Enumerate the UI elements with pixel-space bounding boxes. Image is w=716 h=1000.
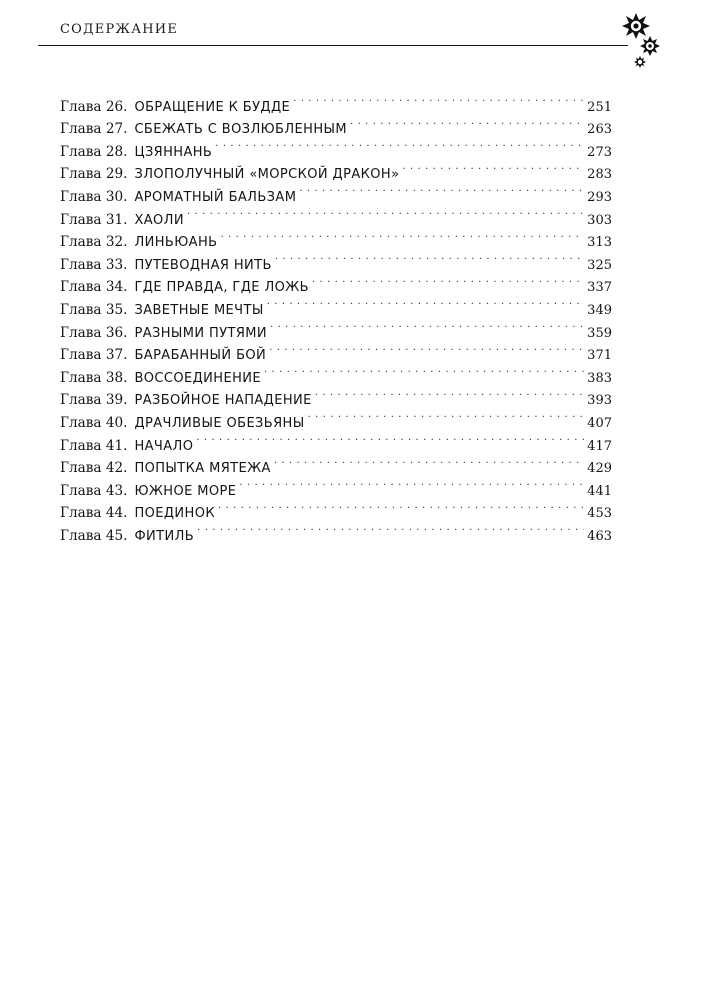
chapter-label: Глава 31. <box>60 211 128 228</box>
dot-leader <box>264 359 584 382</box>
chapter-label: Глава 30. <box>60 188 128 205</box>
page-number: 429 <box>587 461 612 477</box>
chapter-label: Глава 34. <box>60 279 128 296</box>
chapter-title: ЗАВЕТНЫЕ МЕЧТЫ <box>134 302 264 318</box>
chapter-label: Глава 35. <box>60 301 128 318</box>
page-number: 371 <box>587 348 612 364</box>
page-number: 283 <box>587 167 612 183</box>
chapter-title: ДРАЧЛИВЫЕ ОБЕЗЬЯНЫ <box>134 415 305 431</box>
dot-leader <box>270 314 584 337</box>
chapter-title: ВОССОЕДИНЕНИЕ <box>134 370 261 386</box>
chapter-title: НАЧАЛО <box>134 438 194 454</box>
dot-leader <box>220 224 584 247</box>
chapter-label: Глава 36. <box>60 324 128 341</box>
dot-leader <box>267 291 584 314</box>
page-number: 293 <box>587 189 612 205</box>
chapter-title: ЗЛОПОЛУЧНЫЙ «МОРСКОЙ ДРАКОН» <box>134 167 400 183</box>
dot-leader <box>299 178 584 201</box>
chapter-label: Глава 32. <box>60 234 128 251</box>
dot-leader <box>215 133 584 156</box>
page-number: 441 <box>587 483 612 499</box>
chapter-title: ЮЖНОЕ МОРЕ <box>134 483 237 499</box>
chapter-title: ЦЗЯННАНЬ <box>134 144 213 160</box>
chapter-title: ПОЕДИНОК <box>134 506 215 522</box>
chapter-title: ПОПЫТКА МЯТЕЖА <box>134 461 271 477</box>
dot-leader <box>239 472 584 495</box>
page-number: 393 <box>587 393 612 409</box>
dot-leader <box>187 201 584 224</box>
dot-leader <box>269 337 584 360</box>
dot-leader <box>293 88 584 111</box>
dot-leader <box>315 382 584 405</box>
toc-entry[interactable] <box>60 88 612 115</box>
page-number: 303 <box>587 212 612 228</box>
page-number: 273 <box>587 144 612 160</box>
page-number: 349 <box>587 302 612 318</box>
dot-leader <box>275 246 584 269</box>
chapter-label: Глава 40. <box>60 414 128 431</box>
dot-leader <box>274 450 584 473</box>
page-number: 383 <box>587 370 612 386</box>
dot-leader <box>312 269 584 292</box>
dot-leader <box>350 111 584 134</box>
dot-leader <box>196 427 584 450</box>
dot-leader <box>197 517 584 540</box>
chapter-label: Глава 29. <box>60 166 128 183</box>
page-number: 359 <box>587 325 612 341</box>
chapter-title: РАЗБОЙНОЕ НАПАДЕНИЕ <box>134 393 312 409</box>
chapter-title: АРОМАТНЫЙ БАЛЬЗАМ <box>134 189 297 205</box>
page-number: 251 <box>587 99 612 115</box>
chapter-title: ПУТЕВОДНАЯ НИТЬ <box>134 257 272 273</box>
table-of-contents <box>60 88 612 544</box>
page-number: 313 <box>587 235 612 251</box>
chapter-label: Глава 44. <box>60 505 128 522</box>
gear-star-ornament-icon <box>614 10 666 72</box>
chapter-title: СБЕЖАТЬ С ВОЗЛЮБЛЕННЫМ <box>134 122 348 138</box>
running-head: СОДЕРЖАНИЕ <box>60 22 179 37</box>
page-number: 453 <box>587 506 612 522</box>
chapter-label: Глава 33. <box>60 256 128 273</box>
chapter-label: Глава 27. <box>60 121 128 138</box>
chapter-title: ФИТИЛЬ <box>134 528 195 544</box>
chapter-title: ЛИНЬЮАНЬ <box>134 235 218 251</box>
page-number: 337 <box>587 280 612 296</box>
chapter-label: Глава 43. <box>60 482 128 499</box>
dot-leader <box>218 495 584 518</box>
chapter-title: ХАОЛИ <box>134 212 184 228</box>
chapter-label: Глава 39. <box>60 392 128 409</box>
dot-leader <box>402 156 584 179</box>
chapter-title: ГДЕ ПРАВДА, ГДЕ ЛОЖЬ <box>134 280 309 296</box>
page-number: 407 <box>587 415 612 431</box>
chapter-title: РАЗНЫМИ ПУТЯМИ <box>134 325 268 341</box>
chapter-title: БАРАБАННЫЙ БОЙ <box>134 348 267 364</box>
chapter-label: Глава 38. <box>60 369 128 386</box>
page-number: 325 <box>587 257 612 273</box>
page-number: 463 <box>587 528 612 544</box>
chapter-label: Глава 42. <box>60 460 128 477</box>
chapter-label: Глава 26. <box>60 98 128 115</box>
chapter-label: Глава 37. <box>60 347 128 364</box>
chapter-label: Глава 28. <box>60 143 128 160</box>
chapter-title: ОБРАЩЕНИЕ К БУДДЕ <box>134 99 291 115</box>
page-number: 417 <box>587 438 612 454</box>
chapter-label: Глава 41. <box>60 437 128 454</box>
dot-leader <box>308 404 585 427</box>
header-rule <box>38 45 628 46</box>
page-number: 263 <box>587 122 612 138</box>
chapter-label: Глава 45. <box>60 527 128 544</box>
